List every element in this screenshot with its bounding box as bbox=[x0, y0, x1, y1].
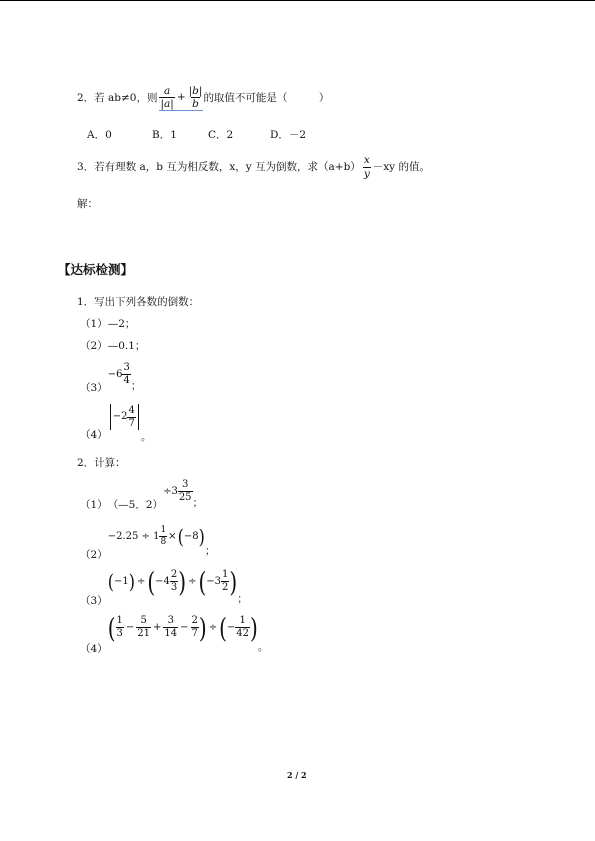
p1-item-1: （1）—2； bbox=[80, 318, 136, 330]
p1-item-4-expr: −2 $\frac{4}{7}$ bbox=[108, 404, 141, 430]
q2-option-b: B．1 bbox=[152, 129, 177, 141]
p2-item-2: （2） −2.25 ÷ 1 $\frac{1}{8}$ × ( −8 ) ； bbox=[80, 524, 216, 561]
q3-fraction: $\frac{x}{y}$ bbox=[363, 154, 370, 180]
q2-suffix: 的取值不可能是（ ） bbox=[203, 91, 330, 104]
page-number: 2 / 2 bbox=[287, 770, 307, 780]
p2-item-3: （3） ( −1 ) ÷ ( −4 $\frac{2}{3}$ ) ÷ ( −3 $\frac{1}{2}$ ) ； bbox=[80, 565, 248, 607]
p1-title: 1．写出下列各数的倒数： bbox=[77, 296, 200, 308]
p1-item-2: （2）—0.1； bbox=[80, 340, 146, 352]
p2-item-2-expr: −2.25 ÷ 1 $\frac{1}{8}$ × ( −8 ) bbox=[107, 524, 205, 548]
q2-fraction-a: $\frac{a}{|a|}$ bbox=[160, 84, 174, 110]
p1-item-4: （4） −2 $\frac{4}{7}$ 。 bbox=[80, 404, 152, 443]
q2-option-d: D．－2 bbox=[270, 129, 307, 141]
question-3 bbox=[77, 149, 430, 185]
p2-item-4-expr: ( $\frac{1}{3}$ − $\frac{5}{21}$ + $\frac{3}{14}$ − $\frac{2}{7}$ ) ÷ ( − $\frac{1}{42}$ ) bbox=[107, 611, 258, 644]
q3-answer-label: 解： bbox=[77, 198, 98, 210]
question-2 bbox=[77, 81, 329, 115]
p2-item-4: （4） ( $\frac{1}{3}$ − $\frac{5}{21}$ + $\frac{3}{14}$ − $\frac{2}{7}$ ) ÷ ( − $\frac{1}{42}$ ) 。 bbox=[80, 611, 269, 655]
q3-suffix: －xy 的值。 bbox=[372, 160, 430, 173]
q2-expression: $\frac{a}{|a|}$ + $\frac{|b|}{b}$ bbox=[160, 84, 203, 110]
q3-prefix: 3．若有理数 a，b 互为相反数，x，y 互为倒数，求（a+b） bbox=[77, 160, 361, 173]
top-border-line bbox=[0, 0, 595, 1]
p2-item-3-expr: ( −1 ) ÷ ( −4 $\frac{2}{3}$ ) ÷ ( −3 $\frac{1}{2}$ ) bbox=[107, 565, 238, 598]
p2-item-1: （1） （—5．2） ÷3 $\frac{3}{25}$ ； bbox=[80, 479, 204, 511]
q2-option-a: A．0 bbox=[87, 129, 112, 141]
p1-item-3-expr: −6 $\frac{3}{4}$ bbox=[107, 362, 130, 386]
q2-prefix: 2．若 ab≠0，则 bbox=[77, 91, 158, 104]
p2-item-1-expr: ÷3 $\frac{3}{25}$ bbox=[163, 479, 192, 503]
section-title: 【达标检测】 bbox=[58, 262, 134, 277]
p1-item-3: （3） −6 $\frac{3}{4}$ ； bbox=[80, 362, 142, 394]
q2-fraction-b: $\frac{|b|}{b}$ bbox=[188, 84, 203, 110]
q2-option-c: C．2 bbox=[208, 129, 234, 141]
p2-title: 2．计算： bbox=[77, 457, 126, 469]
